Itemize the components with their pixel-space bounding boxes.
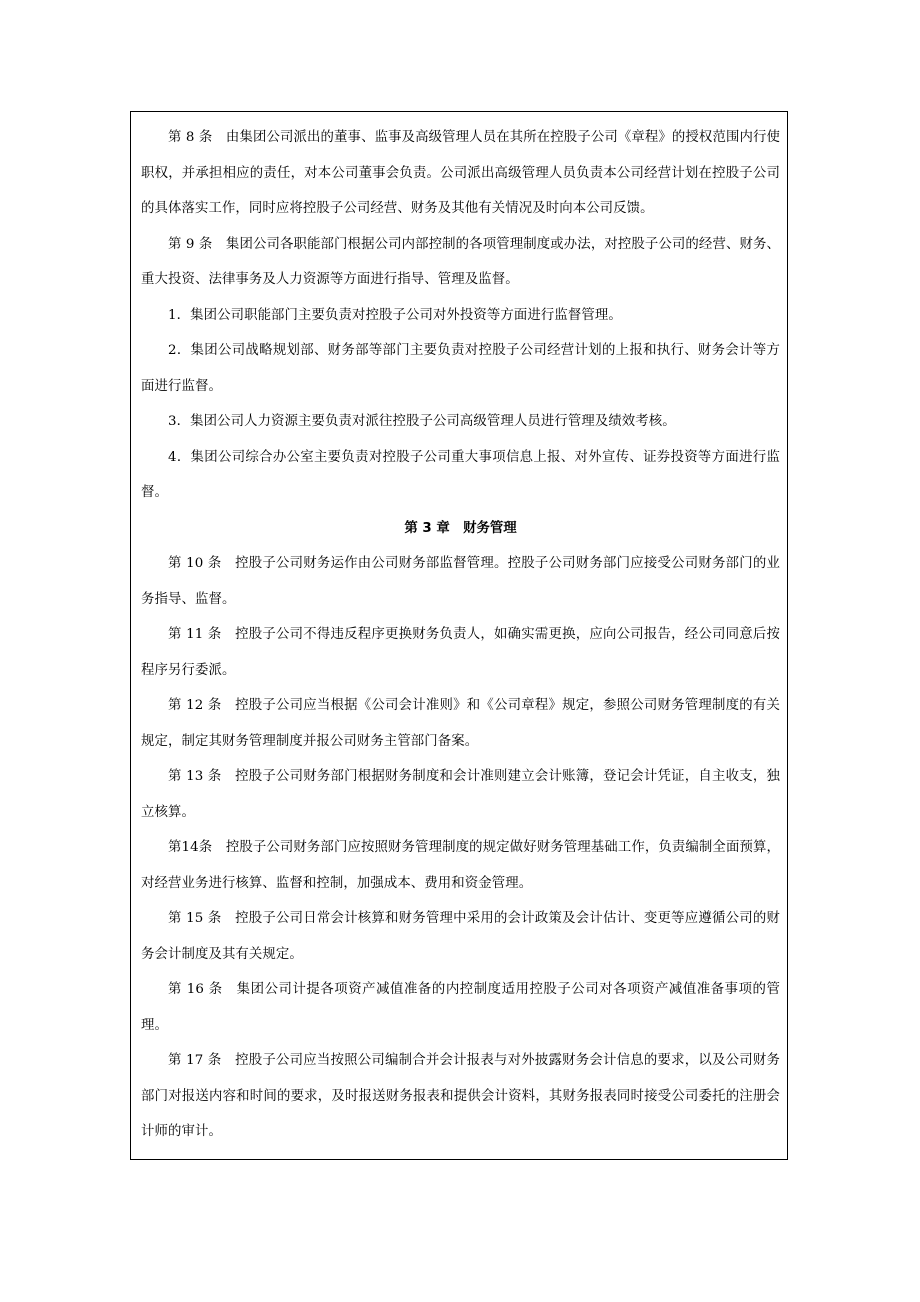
article-9-item-2: 2．集团公司战略规划部、财务部等部门主要负责对控股子公司经营计划的上报和执行、财务会计等方面进行监督。 <box>141 343 780 394</box>
article-14: 第14条 控股子公司财务部门应按照财务管理制度的规定做好财务管理基础工作，负责编制全面预算，对经营业务进行核算、监督和控制，加强成本、费用和资金管理。 <box>141 840 780 891</box>
article-9: 第 9 条 集团公司各职能部门根据公司内部控制的各项管理制度或办法，对控股子公司的经营、财务、重大投资、法律事务及人力资源等方面进行指导、管理及监督。 <box>141 236 780 287</box>
article-9-item-3: 3．集团公司人力资源主要负责对派往控股子公司高级管理人员进行管理及绩效考核。 <box>168 414 676 429</box>
article-15: 第 15 条 控股子公司日常会计核算和财务管理中采用的会计政策及会计估计、变更等应遵循公司的财务会计制度及其有关规定。 <box>141 911 780 962</box>
article-12: 第 12 条 控股子公司应当根据《公司会计准则》和《公司章程》规定，参照公司财务管理制度的有关规定，制定其财务管理制度并报公司财务主管部门备案。 <box>141 698 780 749</box>
article-17: 第 17 条 控股子公司应当按照公司编制合并会计报表与对外披露财务会计信息的要求，以及公司财务部门对报送内容和时间的要求，及时报送财务报表和提供会计资料，其财务报表同时接受公司委托的注册会计师的审计。 <box>141 1053 780 1139</box>
article-10: 第 10 条 控股子公司财务运作由公司财务部监督管理。控股子公司财务部门应接受公司财务部门的业务指导、监督。 <box>141 556 780 607</box>
article-11: 第 11 条 控股子公司不得违反程序更换财务负责人，如确实需更换，应向公司报告，经公司同意后按程序另行委派。 <box>141 627 780 678</box>
chapter-heading: 第 3 章 财务管理 <box>404 520 517 536</box>
article-16: 第 16 条 集团公司计提各项资产减值准备的内控制度适用控股子公司对各项资产减值准备事项的管理。 <box>141 982 780 1033</box>
article-9-item-4: 4．集团公司综合办公室主要负责对控股子公司重大事项信息上报、对外宣传、证券投资等方面进行监督。 <box>141 449 780 500</box>
document-frame <box>130 111 788 1160</box>
article-13: 第 13 条 控股子公司财务部门根据财务制度和会计准则建立会计账簿，登记会计凭证，自主收支，独立核算。 <box>141 769 780 820</box>
article-8: 第 8 条 由集团公司派出的董事、监事及高级管理人员在其所在控股子公司《章程》的授权范围内行使职权，并承担相应的责任，对本公司董事会负责。公司派出高级管理人员负责本公司经营计划在控股子公司的具体落实工作，同时应将控股子公司经营、财务及其他有关情况及时向本公司反馈。 <box>141 130 780 216</box>
article-9-item-1: 1．集团公司职能部门主要负责对控股子公司对外投资等方面进行监督管理。 <box>168 307 622 323</box>
